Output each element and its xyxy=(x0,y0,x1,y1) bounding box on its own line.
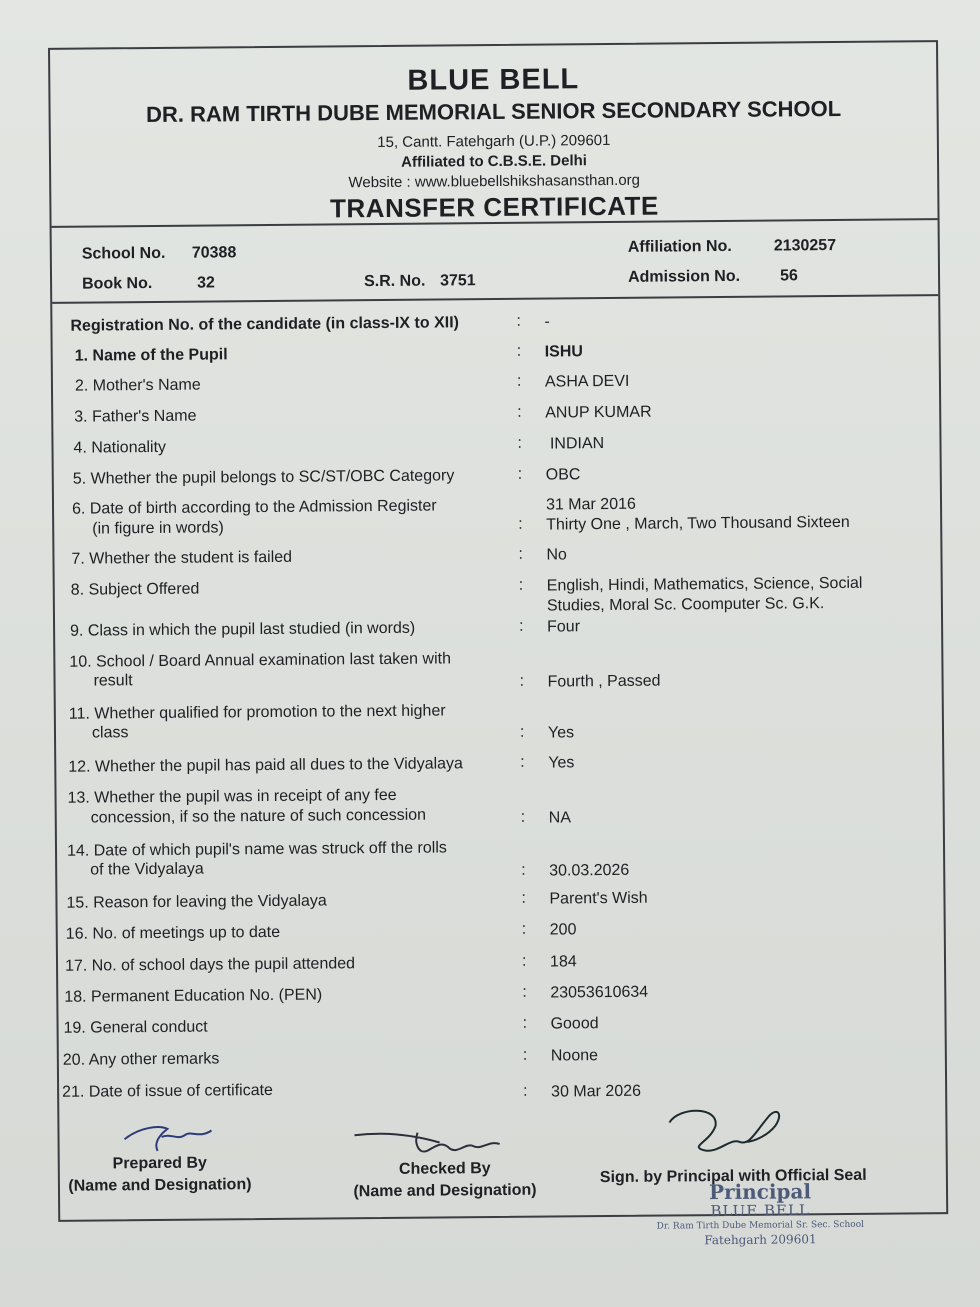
field-label-continued: concession, if so the nature of such concession xyxy=(90,806,427,827)
field-row-pen xyxy=(58,980,944,1006)
field-label: 15. Reason for leaving the Vidyalaya xyxy=(66,892,327,912)
field-value: English, Hindi, Mathematics, Science, Social xyxy=(546,574,863,595)
prepared-by-subtitle: (Name and Designation) xyxy=(68,1176,252,1195)
field-row-dues xyxy=(56,750,942,776)
prepared-by-signature xyxy=(119,1116,219,1157)
field-colon: : xyxy=(519,617,524,635)
affiliation-no-label: Affiliation No. xyxy=(627,237,732,256)
field-label: 20. Any other remarks xyxy=(62,1050,220,1069)
principal-signature xyxy=(659,1101,800,1162)
field-row-issue-date xyxy=(59,1075,945,1101)
principal-sign-label: Sign. by Principal with Official Seal xyxy=(599,1166,867,1187)
field-colon: : xyxy=(519,723,525,741)
book-no-value: 32 xyxy=(197,274,215,292)
sr-no-value: 3751 xyxy=(439,272,476,290)
field-label-continued: class xyxy=(91,724,129,742)
school-address: 15, Cantt. Fatehgarh (U.P.) 209601 xyxy=(377,131,611,152)
field-row-exam xyxy=(55,645,941,691)
field-label: Registration No. of the candidate (in class-IX to XII) xyxy=(70,314,460,335)
field-row-concession xyxy=(56,781,942,827)
field-colon: : xyxy=(516,372,522,390)
field-colon: : xyxy=(523,1082,528,1100)
field-label-continued: result xyxy=(93,672,133,690)
field-row-name xyxy=(53,339,939,365)
checked-by-subtitle: (Name and Designation) xyxy=(353,1181,537,1201)
checked-by-signature xyxy=(349,1122,509,1163)
field-colon: : xyxy=(517,434,523,452)
field-value: 30 Mar 2026 xyxy=(551,1082,642,1101)
prepared-by-label xyxy=(60,1152,260,1198)
field-row-struck-off xyxy=(57,834,943,880)
checked-by-label xyxy=(345,1158,545,1204)
field-label: 21. Date of issue of certificate xyxy=(62,1081,273,1101)
field-value: Fourth , Passed xyxy=(547,672,661,691)
field-value: ASHA DEVI xyxy=(544,372,630,391)
field-label: 1. Name of the Pupil xyxy=(74,346,228,365)
seal-location: Fatehgarh 209601 xyxy=(704,1232,817,1248)
field-colon: : xyxy=(518,576,524,594)
admission-no-value: 56 xyxy=(779,267,798,285)
field-value: Noone xyxy=(550,1047,599,1065)
field-row-nationality xyxy=(53,431,939,457)
field-colon: : xyxy=(521,952,527,970)
field-colon: : xyxy=(522,983,527,1001)
affiliation-line: Affiliated to C.B.S.E. Delhi xyxy=(401,152,588,171)
affiliation-no-value: 2130257 xyxy=(773,237,837,255)
field-label: 12. Whether the pupil has paid all dues to the Vidyalaya xyxy=(68,755,463,776)
field-colon: : xyxy=(520,808,526,826)
field-colon: : xyxy=(521,920,527,938)
school-no-label: School No. xyxy=(81,244,166,263)
field-row-registration xyxy=(52,309,938,335)
field-label: 3. Father's Name xyxy=(74,407,197,426)
field-row-remarks xyxy=(59,1043,945,1069)
field-row-meetings xyxy=(58,917,944,943)
field-value: NA xyxy=(548,809,572,827)
field-row-mother xyxy=(53,369,939,395)
field-row-father xyxy=(53,400,939,426)
field-value: No xyxy=(546,546,567,564)
field-row-failed xyxy=(54,542,940,568)
certificate-header xyxy=(50,42,938,228)
field-label-continued: of the Vidyalaya xyxy=(90,860,204,879)
field-value: Four xyxy=(547,618,581,636)
field-value-continued: Thirty One , March, Two Thousand Sixteen xyxy=(546,513,850,534)
field-label: 19. General conduct xyxy=(63,1018,208,1037)
field-colon: : xyxy=(516,312,521,330)
prepared-by-title: Prepared By xyxy=(112,1154,207,1173)
field-label: 6. Date of birth according to the Admission Register xyxy=(71,497,437,518)
field-value: Yes xyxy=(547,724,575,742)
field-label: 17. No. of school days the pupil attended xyxy=(64,955,356,975)
field-colon: : xyxy=(520,753,525,771)
field-label: 11. Whether qualified for promotion to the next higher xyxy=(68,702,446,723)
admission-no-label: Admission No. xyxy=(627,267,741,286)
field-value: 23053610634 xyxy=(550,983,649,1002)
field-colon: : xyxy=(516,342,522,360)
document-title: TRANSFER CERTIFICATE xyxy=(329,190,659,224)
seal-school: BLUE BELL xyxy=(710,1201,810,1221)
seal-school-full: Dr. Ram Tirth Dube Memorial Sr. Sec. School xyxy=(656,1219,865,1232)
field-label: 5. Whether the pupil belongs to SC/ST/OBC Category xyxy=(72,467,455,488)
field-value-continued: Studies, Moral Sc. Coomputer Sc. G.K. xyxy=(546,595,825,615)
field-colon: : xyxy=(522,1046,528,1064)
field-row-promotion xyxy=(56,697,942,742)
field-colon: : xyxy=(518,545,523,563)
field-value: Yes xyxy=(548,754,575,772)
field-colon: : xyxy=(518,515,523,533)
field-row-subjects xyxy=(55,573,941,615)
field-value: Parent's Wish xyxy=(549,889,648,908)
principal-seal-stamp xyxy=(640,1181,881,1249)
field-label: 7. Whether the student is failed xyxy=(71,548,293,568)
seal-principal: Principal xyxy=(708,1179,812,1205)
field-colon: : xyxy=(517,403,522,421)
field-label: 16. No. of meetings up to date xyxy=(65,923,281,943)
school-full-name: DR. RAM TIRTH DUBE MEMORIAL SENIOR SECONDARY SCHOOL xyxy=(145,95,842,128)
field-row-conduct xyxy=(58,1011,944,1037)
field-value: OBC xyxy=(545,466,581,484)
field-row-last-class xyxy=(55,614,941,640)
field-label: 14. Date of which pupil's name was struck off the rolls xyxy=(66,839,447,860)
school-no-value: 70388 xyxy=(191,244,237,262)
field-colon: : xyxy=(519,672,525,690)
field-colon: : xyxy=(521,861,526,879)
field-label: 8. Subject Offered xyxy=(70,580,200,599)
field-label: 2. Mother's Name xyxy=(74,376,201,395)
field-value: INDIAN xyxy=(545,435,605,453)
field-label: 18. Permanent Education No. (PEN) xyxy=(64,986,323,1006)
field-colon: : xyxy=(517,465,523,483)
field-row-category xyxy=(54,462,940,488)
field-label: 4. Nationality xyxy=(73,438,167,457)
sr-no-label: S.R. No. xyxy=(363,272,426,291)
book-no-label: Book No. xyxy=(82,274,153,293)
checked-by-title: Checked By xyxy=(398,1160,491,1178)
field-row-reason xyxy=(57,886,943,912)
field-value: 200 xyxy=(549,921,577,939)
field-value: ISHU xyxy=(544,343,583,361)
field-value: 30.03.2026 xyxy=(549,861,630,880)
school-website: Website : www.bluebellshikshasansthan.org xyxy=(348,171,641,192)
field-row-dob xyxy=(54,492,940,538)
field-label: 13. Whether the pupil was in receipt of any fee xyxy=(67,786,397,807)
field-row-attendance xyxy=(58,949,944,975)
field-value: - xyxy=(544,313,550,331)
school-short-name: BLUE BELL xyxy=(407,63,580,97)
certificate-footer xyxy=(59,1100,946,1248)
certificate-meta xyxy=(52,218,939,304)
field-value: Goood xyxy=(550,1015,599,1033)
certificate-frame xyxy=(48,40,948,1248)
field-colon: : xyxy=(521,889,526,907)
field-value: ANUP KUMAR xyxy=(545,403,652,422)
field-label: 10. School / Board Annual examination last taken with xyxy=(69,650,452,671)
field-label: 9. Class in which the pupil last studied (in words) xyxy=(70,619,416,640)
field-colon: : xyxy=(522,1014,528,1032)
field-value: 184 xyxy=(549,953,577,971)
field-label-continued: (in figure in words) xyxy=(92,519,224,538)
field-value: 31 Mar 2016 xyxy=(545,495,636,514)
